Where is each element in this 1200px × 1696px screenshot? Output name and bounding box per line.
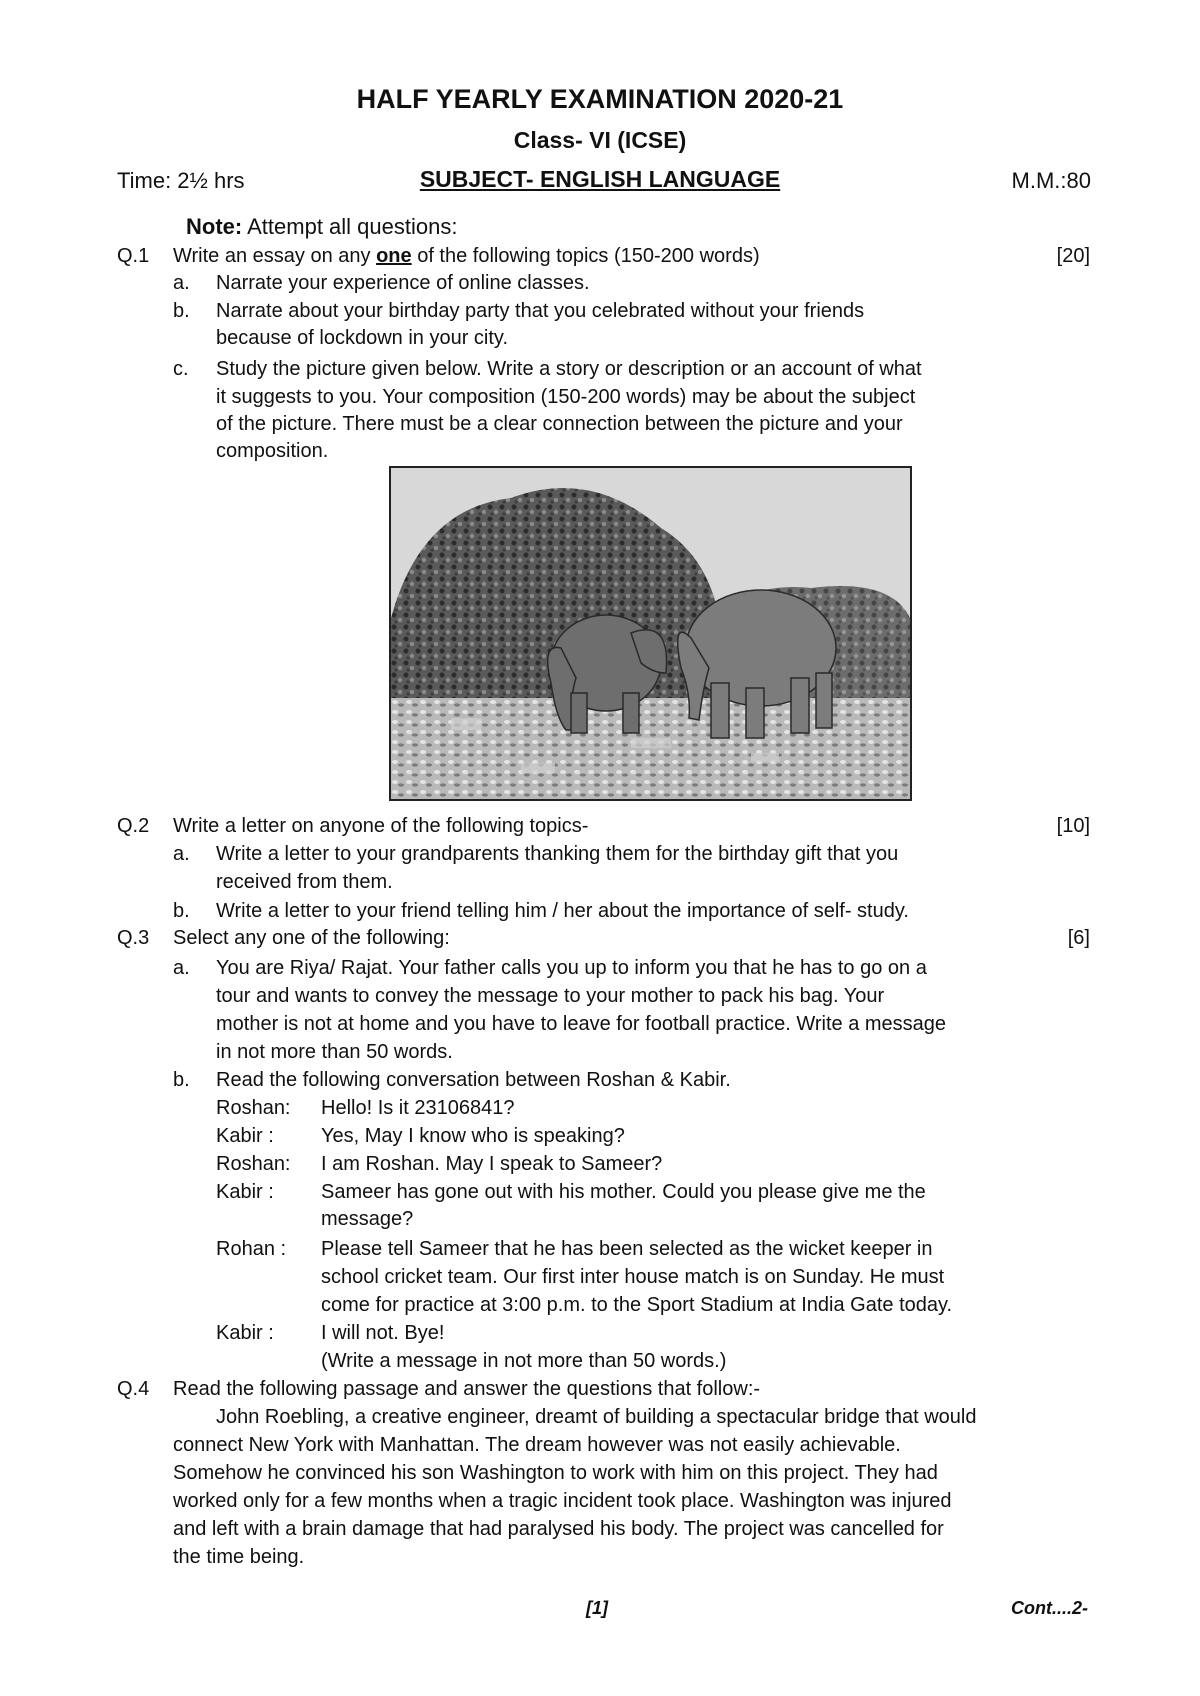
q2-question: Write a letter on anyone of the following topics-	[173, 815, 589, 837]
dialogue-speaker: Kabir :	[216, 1322, 274, 1344]
q2-a-line2: received from them.	[216, 871, 393, 893]
q2-number: Q.2	[117, 815, 150, 837]
dialogue-line: I will not. Bye!	[321, 1322, 445, 1344]
dialogue-speaker: Kabir :	[216, 1125, 274, 1147]
q3-instruction: (Write a message in not more than 50 words.)	[321, 1350, 727, 1372]
note-label: Note:	[186, 214, 243, 239]
page-number: [1]	[586, 1598, 608, 1618]
q3-a-line2: tour and wants to convey the message to your mother to pack his bag. Your	[216, 985, 885, 1007]
q1-b-label: b.	[173, 300, 190, 322]
passage-line: connect New York with Manhattan. The dream however was not easily achievable.	[173, 1434, 901, 1456]
time-label: Time: 2½ hrs	[117, 168, 245, 193]
q1-c-line1: Study the picture given below. Write a story or description or an account of what	[216, 358, 922, 380]
q3-question: Select any one of the following:	[173, 927, 450, 949]
dialogue-line: Please tell Sameer that he has been selected as the wicket keeper in	[321, 1238, 933, 1260]
passage-line: John Roebling, a creative engineer, dreamt of building a spectacular bridge that would	[216, 1406, 977, 1428]
q1-c-line4: composition.	[216, 440, 329, 462]
q3-number: Q.3	[117, 927, 150, 949]
q3-a-line3: mother is not at home and you have to leave for football practice. Write a message	[216, 1013, 947, 1035]
q3-a-line1: You are Riya/ Rajat. Your father calls you up to inform you that he has to go on a	[216, 957, 927, 979]
q1-c-label: c.	[173, 358, 189, 380]
dialogue-line: I am Roshan. May I speak to Sameer?	[321, 1153, 663, 1175]
elephants-picture	[389, 466, 912, 801]
note-text: Attempt all questions:	[242, 214, 458, 239]
dialogue-line: Sameer has gone out with his mother. Could you please give me the	[321, 1181, 926, 1203]
dialogue-line: message?	[321, 1208, 414, 1230]
q3-b-label: b.	[173, 1069, 190, 1091]
max-marks-label: M.M.:80	[1011, 168, 1091, 193]
q2-marks: [10]	[1056, 815, 1090, 837]
q1-a-label: a.	[173, 272, 190, 294]
elephants-illustration	[391, 468, 910, 799]
subject-heading: SUBJECT- ENGLISH LANGUAGE	[419, 166, 781, 192]
q3-marks: [6]	[1067, 927, 1090, 949]
class-label: Class- VI (ICSE)	[513, 127, 687, 153]
dialogue-line: Hello! Is it 23106841?	[321, 1097, 515, 1119]
q1-number: Q.1	[117, 245, 150, 267]
exam-title: HALF YEARLY EXAMINATION 2020-21	[356, 84, 844, 114]
q2-b-text: Write a letter to your friend telling him / her about the importance of self- study.	[216, 900, 909, 922]
passage-line: worked only for a few months when a tragic incident took place. Washington was injured	[173, 1490, 952, 1512]
q2-a-line1: Write a letter to your grandparents thanking them for the birthday gift that you	[216, 843, 899, 865]
dialogue-line: Yes, May I know who is speaking?	[321, 1125, 625, 1147]
dialogue-line: come for practice at 3:00 p.m. to the Sport Stadium at India Gate today.	[321, 1294, 953, 1316]
passage-line: Somehow he convinced his son Washington to work with him on this project. They had	[173, 1462, 938, 1484]
dialogue-line: school cricket team. Our first inter house match is on Sunday. He must	[321, 1266, 945, 1288]
q1-b-line1: Narrate about your birthday party that you celebrated without your friends	[216, 300, 865, 322]
q1-b-line2: because of lockdown in your city.	[216, 327, 509, 349]
q3-b-text: Read the following conversation between Roshan & Kabir.	[216, 1069, 731, 1091]
q2-a-label: a.	[173, 843, 190, 865]
q1-question	[173, 243, 760, 270]
q1-a-text: Narrate your experience of online classes.	[216, 272, 590, 294]
q4-question: Read the following passage and answer the questions that follow:-	[173, 1378, 761, 1400]
q3-a-label: a.	[173, 957, 190, 979]
q3-a-line4: in not more than 50 words.	[216, 1041, 453, 1063]
q1-text-underlined: one	[376, 245, 412, 267]
dialogue-speaker: Rohan :	[216, 1238, 287, 1260]
continued-label: Cont....2-	[1011, 1598, 1088, 1618]
passage-line: the time being.	[173, 1546, 305, 1568]
dialogue-speaker: Kabir :	[216, 1181, 274, 1203]
passage-line: and left with a brain damage that had paralysed his body. The project was cancelled for	[173, 1518, 944, 1540]
q2-b-label: b.	[173, 900, 190, 922]
q1-text-before: Write an essay on any	[173, 245, 377, 267]
dialogue-speaker: Roshan:	[216, 1153, 291, 1175]
q1-c-line3: of the picture. There must be a clear connection between the picture and your	[216, 413, 903, 435]
q1-text-after: of the following topics (150-200 words)	[411, 245, 760, 267]
note-line	[186, 214, 457, 240]
q1-c-line2: it suggests to you. Your composition (150-200 words) may be about the subject	[216, 386, 916, 408]
q4-number: Q.4	[117, 1378, 150, 1400]
q1-marks: [20]	[1056, 245, 1090, 267]
dialogue-speaker: Roshan:	[216, 1097, 291, 1119]
